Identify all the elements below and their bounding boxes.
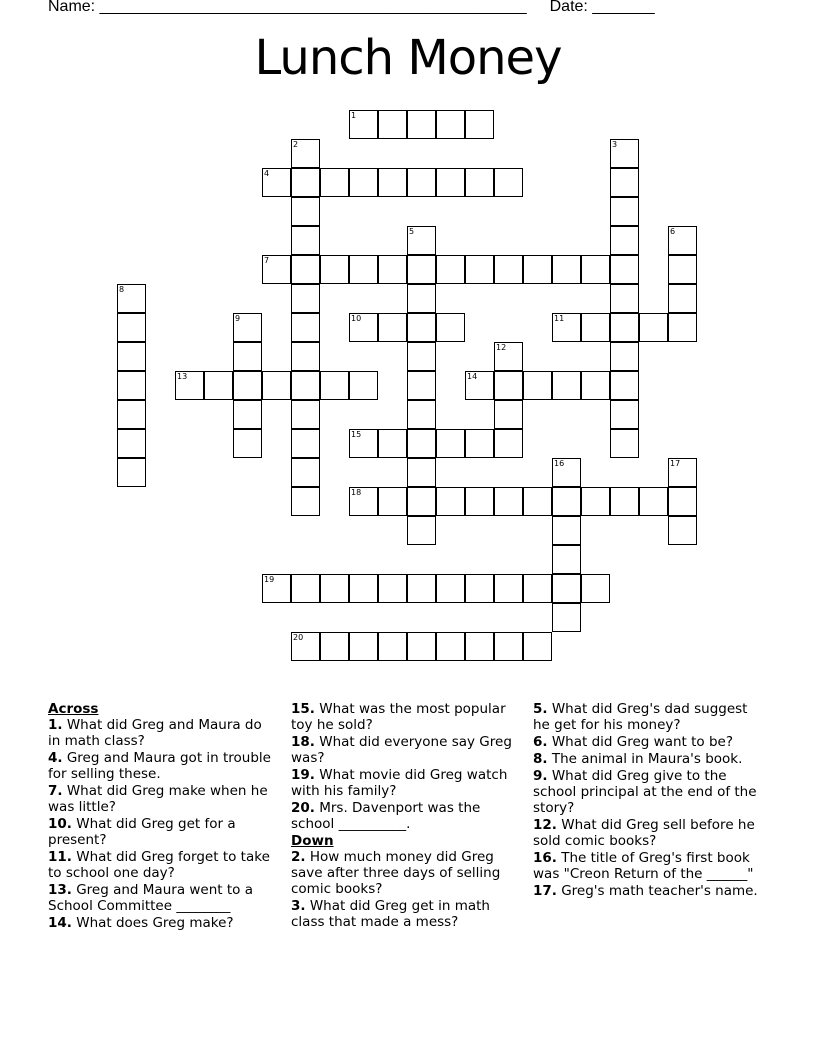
grid-cell[interactable]	[494, 487, 523, 516]
grid-cell[interactable]	[291, 400, 320, 429]
grid-cell[interactable]	[349, 371, 378, 400]
grid-cell[interactable]	[465, 429, 494, 458]
down-heading: Down	[291, 833, 334, 849]
page-title: Lunch Money	[254, 30, 562, 86]
grid-cell[interactable]	[291, 255, 320, 284]
grid-number: 14	[467, 372, 478, 381]
grid-cell[interactable]	[407, 516, 436, 545]
clue-down-17: 17. Greg's math teacher's name.	[533, 883, 758, 899]
grid-number: 3	[612, 140, 618, 149]
grid-cell[interactable]	[262, 371, 291, 400]
clue-across-18: 18. What did everyone say Greg was?	[291, 734, 512, 766]
clue-down-2: 2. How much money did Greg save after three days of selling comic books?	[291, 849, 501, 897]
grid-cell[interactable]	[465, 168, 494, 197]
grid-cell[interactable]	[407, 342, 436, 371]
grid-cell[interactable]	[291, 284, 320, 313]
grid-cell[interactable]	[407, 400, 436, 429]
grid-cell[interactable]	[407, 255, 436, 284]
grid-cell[interactable]	[117, 458, 146, 487]
grid-cell[interactable]	[610, 168, 639, 197]
grid-cell[interactable]	[407, 574, 436, 603]
grid-cell[interactable]	[320, 168, 349, 197]
grid-cell[interactable]	[523, 255, 552, 284]
grid-number: 6	[670, 227, 676, 236]
grid-number: 8	[119, 285, 125, 294]
grid-cell[interactable]	[465, 574, 494, 603]
grid-cell[interactable]	[494, 255, 523, 284]
grid-cell[interactable]	[668, 313, 697, 342]
grid-cell[interactable]	[465, 487, 494, 516]
grid-cell[interactable]	[523, 371, 552, 400]
clue-down-3: 3. What did Greg get in math class that made a mess?	[291, 898, 490, 930]
grid-cell[interactable]	[668, 516, 697, 545]
grid-cell[interactable]	[378, 110, 407, 139]
grid-number: 5	[409, 227, 415, 236]
grid-cell[interactable]	[610, 226, 639, 255]
grid-cell[interactable]	[407, 632, 436, 661]
grid-cell[interactable]	[581, 371, 610, 400]
grid-cell[interactable]	[610, 255, 639, 284]
grid-cell[interactable]	[291, 429, 320, 458]
grid-number: 4	[264, 169, 270, 178]
grid-cell[interactable]	[552, 516, 581, 545]
clue-across-15: 15. What was the most popular toy he sold?	[291, 701, 506, 733]
grid-cell[interactable]	[552, 371, 581, 400]
grid-cell[interactable]	[320, 574, 349, 603]
grid-cell[interactable]	[320, 371, 349, 400]
grid-cell[interactable]	[552, 487, 581, 516]
clues-column-3	[533, 701, 763, 900]
grid-cell[interactable]	[291, 342, 320, 371]
grid-cell[interactable]	[291, 313, 320, 342]
grid-cell[interactable]	[291, 197, 320, 226]
grid-number: 20	[293, 633, 304, 642]
grid-cell[interactable]	[494, 632, 523, 661]
clue-across-20: 20. Mrs. Davenport was the school __________.	[291, 800, 481, 832]
grid-number: 16	[554, 459, 565, 468]
grid-cell[interactable]	[291, 458, 320, 487]
grid-cell[interactable]	[291, 487, 320, 516]
grid-cell[interactable]	[117, 429, 146, 458]
clues-column-1	[48, 701, 278, 932]
grid-cell[interactable]	[407, 429, 436, 458]
clue-down-12: 12. What did Greg sell before he sold comic books?	[533, 817, 755, 849]
date-line[interactable]: _______	[592, 0, 655, 15]
across-heading: Across	[48, 701, 99, 717]
grid-cell[interactable]	[581, 313, 610, 342]
date-label: Date:	[549, 0, 588, 15]
grid-cell[interactable]	[349, 168, 378, 197]
clue-across-14: 14. What does Greg make?	[48, 915, 234, 931]
grid-cell[interactable]	[233, 371, 262, 400]
grid-cell[interactable]	[552, 545, 581, 574]
grid-cell[interactable]	[610, 284, 639, 313]
grid-cell[interactable]	[378, 313, 407, 342]
grid-cell[interactable]	[378, 574, 407, 603]
grid-cell[interactable]	[494, 574, 523, 603]
clue-across-11: 11. What did Greg forget to take to school one day?	[48, 849, 270, 881]
grid-cell[interactable]	[436, 313, 465, 342]
clue-down-9: 9. What did Greg give to the school principal at the end of the story?	[533, 768, 757, 816]
grid-number: 19	[264, 575, 275, 584]
grid-cell[interactable]	[117, 313, 146, 342]
grid-cell[interactable]	[407, 458, 436, 487]
grid-cell[interactable]	[233, 400, 262, 429]
grid-cell[interactable]	[407, 110, 436, 139]
grid-cell[interactable]	[320, 255, 349, 284]
grid-cell[interactable]	[668, 284, 697, 313]
grid-cell[interactable]	[668, 487, 697, 516]
grid-cell[interactable]	[233, 429, 262, 458]
grid-cell[interactable]	[610, 400, 639, 429]
grid-cell[interactable]	[378, 168, 407, 197]
grid-number: 12	[496, 343, 507, 352]
grid-cell[interactable]	[291, 168, 320, 197]
grid-cell[interactable]	[639, 313, 668, 342]
clue-down-5: 5. What did Greg's dad suggest he get for his money?	[533, 701, 748, 733]
grid-cell[interactable]	[291, 226, 320, 255]
clues-column-2	[291, 701, 521, 931]
grid-cell[interactable]	[117, 342, 146, 371]
grid-cell[interactable]	[523, 487, 552, 516]
grid-number: 2	[293, 140, 299, 149]
grid-cell[interactable]	[581, 255, 610, 284]
grid-cell[interactable]	[436, 487, 465, 516]
grid-cell[interactable]	[378, 632, 407, 661]
grid-cell[interactable]	[117, 400, 146, 429]
grid-number: 13	[177, 372, 188, 381]
grid-number: 11	[554, 314, 565, 323]
clue-across-7: 7. What did Greg make when he was little?	[48, 783, 268, 815]
grid-cell[interactable]	[407, 168, 436, 197]
grid-cell[interactable]	[320, 632, 349, 661]
grid-cell[interactable]	[349, 574, 378, 603]
grid-number: 18	[351, 488, 362, 497]
grid-cell[interactable]	[494, 400, 523, 429]
grid-cell[interactable]	[494, 429, 523, 458]
grid-cell[interactable]	[552, 603, 581, 632]
grid-cell[interactable]	[465, 632, 494, 661]
grid-cell[interactable]	[610, 342, 639, 371]
grid-cell[interactable]	[436, 110, 465, 139]
grid-cell[interactable]	[552, 574, 581, 603]
grid-cell[interactable]	[407, 284, 436, 313]
grid-cell[interactable]	[494, 371, 523, 400]
grid-cell[interactable]	[465, 110, 494, 139]
grid-number: 7	[264, 256, 270, 265]
name-line[interactable]: ________________________________________________	[99, 0, 527, 15]
grid-cell[interactable]	[523, 574, 552, 603]
grid-cell[interactable]	[639, 487, 668, 516]
name-label: Name:	[48, 0, 96, 15]
grid-cell[interactable]	[291, 574, 320, 603]
clue-down-6: 6. What did Greg want to be?	[533, 734, 733, 750]
clue-across-13: 13. Greg and Maura went to a School Committee ________	[48, 882, 253, 914]
clue-across-10: 10. What did Greg get for a present?	[48, 816, 236, 848]
grid-number: 9	[235, 314, 241, 323]
grid-cell[interactable]	[610, 197, 639, 226]
grid-cell[interactable]	[523, 632, 552, 661]
grid-number: 10	[351, 314, 362, 323]
grid-cell[interactable]	[378, 255, 407, 284]
grid-cell[interactable]	[581, 574, 610, 603]
grid-number: 15	[351, 430, 362, 439]
name-date-header	[48, 0, 655, 16]
grid-cell[interactable]	[610, 313, 639, 342]
grid-cell[interactable]	[378, 429, 407, 458]
grid-number: 17	[670, 459, 681, 468]
grid-number: 1	[351, 111, 357, 120]
grid-cell[interactable]	[349, 632, 378, 661]
grid-cell[interactable]	[436, 632, 465, 661]
grid-cell[interactable]	[407, 371, 436, 400]
grid-cell[interactable]	[349, 255, 378, 284]
grid-cell[interactable]	[204, 371, 233, 400]
grid-cell[interactable]	[610, 371, 639, 400]
grid-cell[interactable]	[436, 574, 465, 603]
grid-cell[interactable]	[407, 313, 436, 342]
grid-cell[interactable]	[291, 371, 320, 400]
grid-cell[interactable]	[581, 487, 610, 516]
grid-cell[interactable]	[233, 342, 262, 371]
clue-down-8: 8. The animal in Maura's book.	[533, 751, 743, 767]
clue-across-4: 4. Greg and Maura got in trouble for selling these.	[48, 750, 271, 782]
grid-cell[interactable]	[436, 168, 465, 197]
grid-cell[interactable]	[610, 429, 639, 458]
grid-cell[interactable]	[436, 255, 465, 284]
grid-cell[interactable]	[378, 487, 407, 516]
grid-cell[interactable]	[668, 255, 697, 284]
grid-cell[interactable]	[494, 168, 523, 197]
grid-cell[interactable]	[552, 255, 581, 284]
clue-down-16: 16. The title of Greg's first book was "Creon Return of the ______"	[533, 850, 754, 882]
grid-cell[interactable]	[465, 255, 494, 284]
clue-across-19: 19. What movie did Greg watch with his family?	[291, 767, 508, 799]
clue-across-1: 1. What did Greg and Maura do in math class?	[48, 717, 262, 749]
grid-cell[interactable]	[407, 487, 436, 516]
grid-cell[interactable]	[610, 487, 639, 516]
grid-cell[interactable]	[117, 371, 146, 400]
grid-cell[interactable]	[436, 429, 465, 458]
